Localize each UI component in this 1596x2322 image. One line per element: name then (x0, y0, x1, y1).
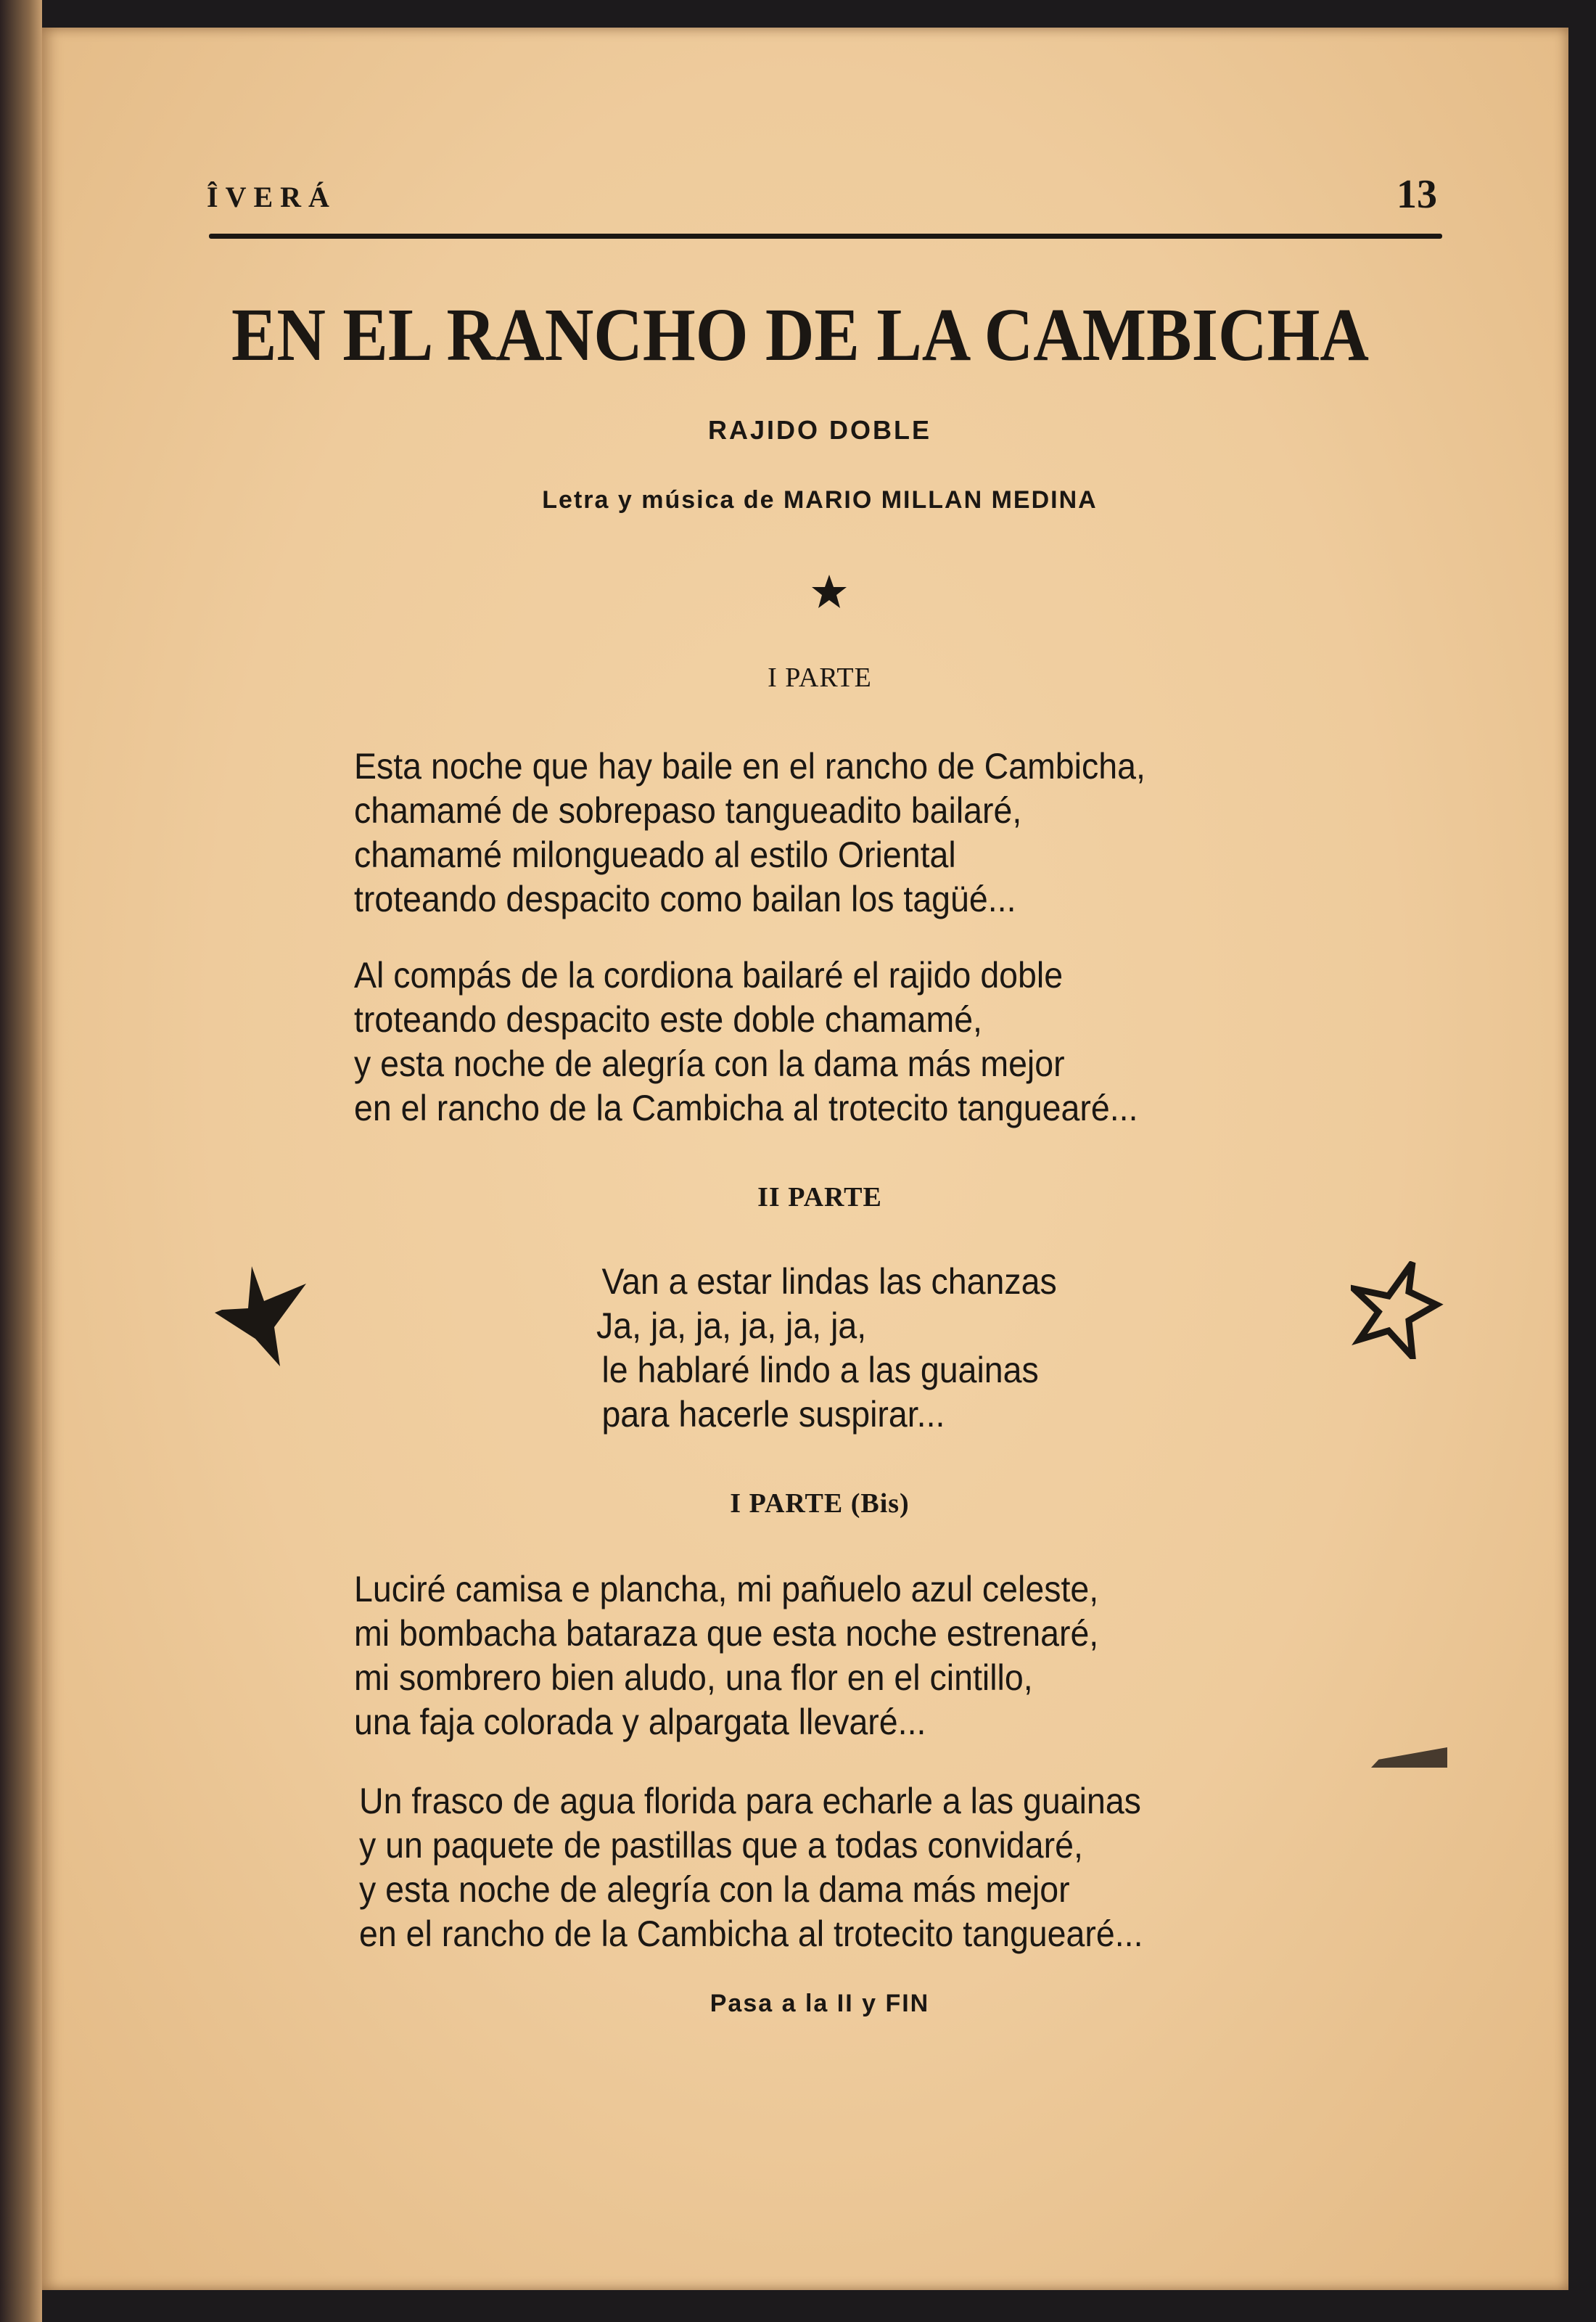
lyric-line: y esta noche de alegría con la dama más mejor (359, 1869, 1070, 1910)
lyric-line: una faja colorada y alpargata llevaré... (354, 1702, 926, 1742)
lyric-line: para hacerle suspirar... (601, 1394, 945, 1435)
lyric-line: y un paquete de pastillas que a todas convidaré, (359, 1825, 1083, 1866)
lyric-line: Un frasco de agua florida para echarle a las guainas (359, 1781, 1141, 1821)
outline-star-icon (1351, 1261, 1445, 1359)
filled-star-icon (212, 1266, 306, 1368)
stanza (354, 953, 1138, 1131)
stanza (354, 1567, 1098, 1744)
section-heading: I PARTE (768, 662, 872, 693)
stanza (359, 1779, 1143, 1956)
lyric-line: troteando despacito este doble chamamé, (354, 999, 982, 1040)
lyric-line: troteando despacito como bailan los tagüé... (354, 879, 1016, 919)
lyric-line: chamamé de sobrepaso tangueadito bailaré, (354, 790, 1022, 831)
section-heading: I PARTE (Bis) (730, 1488, 910, 1519)
section-heading: II PARTE (757, 1182, 882, 1213)
song-title: EN EL RANCHO DE LA CAMBICHA (231, 293, 1369, 377)
lyric-line: Luciré camisa e plancha, mi pañuelo azul celeste, (354, 1569, 1099, 1609)
running-title: ÎVERÁ (207, 181, 337, 213)
page-number: 13 (1396, 172, 1437, 217)
song-credit: Letra y música de MARIO MILLAN MEDINA (542, 486, 1098, 514)
lyric-line: Ja, ja, ja, ja, ja, ja, (596, 1305, 867, 1346)
lyric-line: le hablaré lindo a las guainas (601, 1350, 1039, 1390)
stanza (354, 744, 1145, 922)
footer-note: Pasa a la II y FIN (709, 1990, 930, 2017)
lyric-line: en el rancho de la Cambicha al trotecito tanguearé... (359, 1913, 1143, 1954)
header-rule (209, 234, 1442, 239)
lyric-line: y esta noche de alegría con la dama más mejor (354, 1043, 1065, 1084)
lyric-line: Al compás de la cordiona bailaré el rajido doble (354, 955, 1064, 996)
lyric-line: chamamé milongueado al estilo Oriental (354, 834, 956, 875)
book-gutter (0, 0, 42, 2322)
lyric-line: Esta noche que hay baile en el rancho de Cambicha, (354, 746, 1145, 787)
lyric-line: Van a estar lindas las chanzas (601, 1261, 1057, 1302)
lyric-line: mi sombrero bien aludo, una flor en el cintillo, (354, 1657, 1033, 1698)
song-genre: RAJIDO DOBLE (707, 415, 932, 445)
lyric-line: mi bombacha bataraza que esta noche estrenaré, (354, 1613, 1099, 1654)
lyric-line: en el rancho de la Cambicha al trotecito tanguearé... (354, 1088, 1138, 1128)
stanza (596, 1260, 1057, 1437)
star-ornament-icon (811, 573, 847, 610)
